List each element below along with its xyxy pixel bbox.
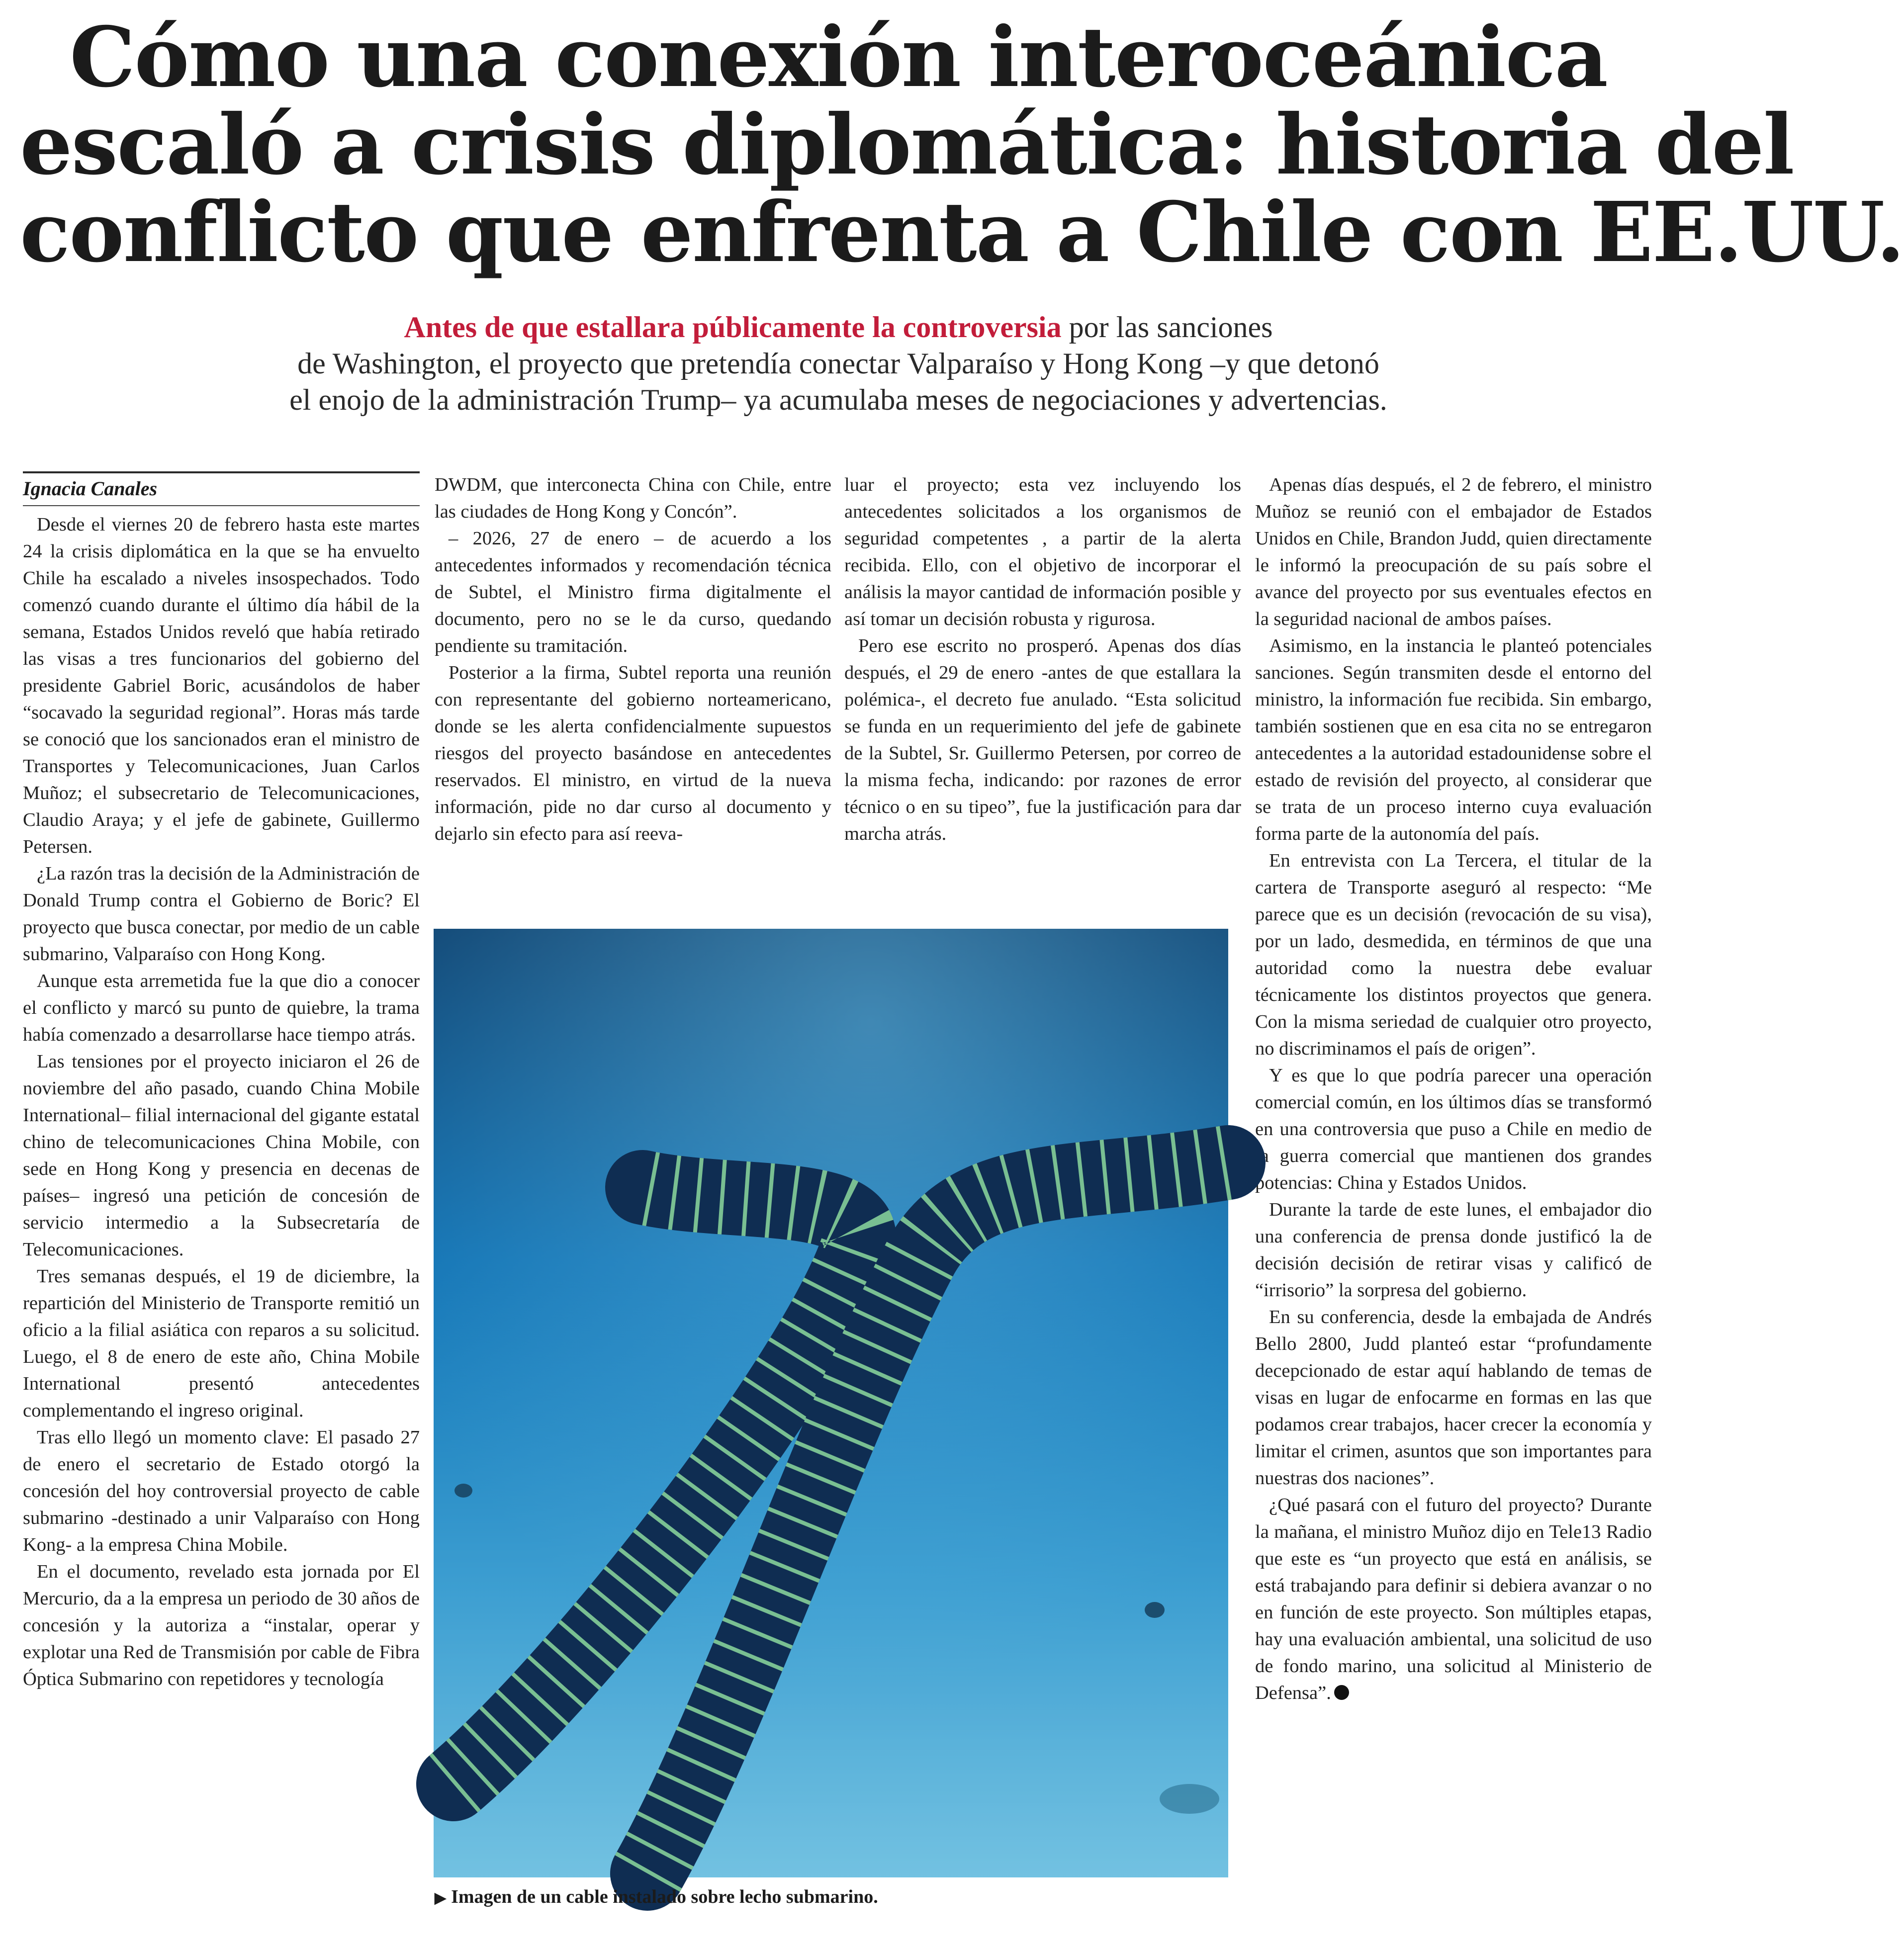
column-1 bbox=[23, 471, 420, 1692]
byline: Ignacia Canales bbox=[23, 476, 420, 506]
paragraph: Desde el viernes 20 de febrero hasta este martes 24 la crisis diplomática en la que se ha envuelto Chile ha escalado a niveles insospechados. Todo comenzó cuando durante el último día hábil de la semana, Estados Unidos reveló que había retirado las visas a tres funcionarios del gobierno del presidente Gabriel Boric, acusándolos de haber “socavado la seguridad regional”. Horas más tarde se conoció que los sancionados eran el ministro de Transportes y Telecomunicaciones, Juan Carlos Muñoz; el subsecretario de Telecomunicaciones, Claudio Araya; y el jefe de gabinete, Guillermo Petersen. bbox=[23, 514, 420, 857]
paragraph: ¿La razón tras la decisión de la Administración de Donald Trump contra el Gobierno de Boric? El proyecto que busca conectar, por medio de un cable submarino, Valparaíso con Hong Kong. bbox=[23, 863, 420, 965]
paragraph: Posterior a la firma, Subtel reporta una reunión con representante del gobierno norteamericano, donde se les alerta confidencialmente supuestos riesgos del proyecto basándose en antecedentes reservados. El ministro, en virtud de la nueva información, pide no dar curso al documento y dejarlo sin efecto para así reeva- bbox=[435, 662, 831, 844]
end-mark-icon bbox=[1334, 1685, 1349, 1700]
lead-line-2: de Washington, el proyecto que pretendía conectar Valparaíso y Hong Kong –y que detonó bbox=[297, 347, 1379, 380]
lead-paragraph bbox=[149, 309, 1528, 418]
paragraph-last bbox=[1255, 1492, 1652, 1706]
lead-line-3: el enojo de la administración Trump– ya acumulaba meses de negociaciones y advertencias. bbox=[289, 383, 1387, 416]
paragraph: – 2026, 27 de enero – de acuerdo a los antecedentes informados y recomendación técnica de Subtel, el Ministro firma digitalmente el documento, pero no se le da curso, quedando pendiente su tramitación. bbox=[435, 528, 831, 656]
headline-line-1: Cómo una conexión interoceánica bbox=[70, 9, 1607, 106]
paragraph: Las tensiones por el proyecto iniciaron el 26 de noviembre del año pasado, cuando China Mobile International– filial internacional del gigante estatal chino de telecomunicaciones China Mobile, con sede en Hong Kong y presencia en decenas de países– ingresó una petición de concesión de servicio intermedio a la Subsecretaría de Telecomunicaciones. bbox=[23, 1051, 420, 1260]
paragraph-last-text: ¿Qué pasará con el futuro del proyecto? Durante la mañana, el ministro Muñoz dijo en Tele13 Radio que este es “un proyecto que está en análisis, se está trabajando para definir si debiera avanzar o no en función de este proyecto. Son múltiples etapas, hay una evaluación ambiental, una solicitud de uso de fondo marino, una solicitud al Ministerio de Defensa”. bbox=[1255, 1495, 1652, 1703]
lead-line-1 bbox=[149, 309, 1528, 346]
paragraph: Asimismo, en la instancia le planteó potenciales sanciones. Según transmiten desde el entorno del ministro, la información fue recibida. Sin embargo, también sostienen que en esa cita no se entregaron antecedentes a la autoridad estadounidense sobre el estado de revisión del proyecto, al considerar que se trata de un proceso interno cuya evaluación forma parte de la autonomía del país. bbox=[1255, 635, 1652, 844]
paragraph: Tras ello llegó un momento clave: El pasado 27 de enero el secretario de Estado otorgó la concesión del hoy controversial proyecto de cable submarino -destinado a unir Valparaíso con Hong Kong- a la empresa China Mobile. bbox=[23, 1427, 420, 1555]
submarine-cable-illustration bbox=[434, 929, 1228, 1877]
lead-line-1-rest: por las sanciones bbox=[1061, 311, 1273, 344]
photo-caption bbox=[435, 1884, 1230, 1911]
paragraph: Aunque esta arremetida fue la que dio a conocer el conflicto y marcó su punto de quiebre, la trama había comenzado a desarrollarse hace tiempo atrás. bbox=[23, 971, 420, 1045]
paragraph: Pero ese escrito no prosperó. Apenas dos días después, el 29 de enero -antes de que estallara la polémica-, el decreto fue anulado. “Esta solicitud se funda en un requerimiento del jefe de gabinete de la Subtel, Sr. Guillermo Petersen, por correo de la misma fecha, indicando: por razones de error técnico o en su tipeo”, fue la justificación para dar marcha atrás. bbox=[844, 635, 1241, 844]
column-4 bbox=[1255, 471, 1652, 1706]
caption-arrow-icon: ▶ bbox=[435, 1890, 447, 1906]
column-3 bbox=[844, 471, 1241, 847]
paragraph: Y es que lo que podría parecer una operación comercial común, en los últimos días se transformó en una controversia que puso a Chile en medio de la guerra comercial que mantienen dos grandes potencias: China y Estados Unidos. bbox=[1255, 1065, 1652, 1193]
byline-rule bbox=[23, 471, 420, 473]
paragraph: Apenas días después, el 2 de febrero, el ministro Muñoz se reunió con el embajador de Estados Unidos en Chile, Brandon Judd, quien directamente le informó la preocupación de su país sobre el avance del proyecto por sus eventuales efectos en la seguridad nacional de ambos países. bbox=[1255, 474, 1652, 629]
paragraph: Durante la tarde de este lunes, el embajador dio una conferencia de prensa donde justificó la de decisión decisión de retirar visas y calificó de “irrisorio” la sorpresa del gobierno. bbox=[1255, 1199, 1652, 1301]
paragraph: En su conferencia, desde la embajada de Andrés Bello 2800, Judd planteó estar “profundamente decepcionado de estar aquí hablando de temas de visas en lugar de enfocarme en formas en las que podamos crear trabajos, hacer crecer la economía y limitar el crimen, asuntos que son importantes para nuestras dos naciones”. bbox=[1255, 1307, 1652, 1489]
column-2 bbox=[435, 471, 831, 847]
paragraph: luar el proyecto; esta vez incluyendo los antecedentes solicitados a los organismos de seguridad competentes , a partir de la alerta recibida. Ello, con el objetivo de incorporar el análisis la mayor cantidad de información posible y así tomar un decisión robusta y rigurosa. bbox=[844, 474, 1241, 629]
paragraph: Tres semanas después, el 19 de diciembre, la repartición del Ministerio de Transporte remitió un oficio a la filial asiática con reparos a su solicitud. Luego, el 8 de enero de este año, China Mobile International presentó antecedentes complementando el ingreso original. bbox=[23, 1266, 420, 1421]
paragraph: DWDM, que interconecta China con Chile, entre las ciudades de Hong Kong y Concón”. bbox=[435, 474, 831, 522]
lead-highlight: Antes de que estallara públicamente la controversia bbox=[404, 311, 1062, 344]
headline-line-2: escaló a crisis diplomática: historia del bbox=[20, 96, 1794, 193]
headline-line-3: conflicto que enfrenta a Chile con EE.UU. bbox=[20, 184, 1904, 281]
headline bbox=[20, 9, 1904, 281]
caption-text: Imagen de un cable instalado sobre lecho submarino. bbox=[451, 1886, 878, 1907]
paragraph: En el documento, revelado esta jornada por El Mercurio, da a la empresa un periodo de 30 años de concesión y la autoriza a “instalar, operar y explotar una Red de Transmisión por cable de Fibra Óptica Submarino con repetidores y tecnología bbox=[23, 1561, 420, 1689]
photo-submarine-cable bbox=[434, 929, 1228, 1877]
paragraph: En entrevista con La Tercera, el titular de la cartera de Transporte aseguró al respecto: “Me parece que es un decisión (revocación de su visa), por un lado, desmedida, en términos de que una autoridad como la nuestra debe evaluar técnicamente los distintos proyectos que genera. Con la misma seriedad de cualquier otro proyecto, no discriminamos el país de origen”. bbox=[1255, 850, 1652, 1059]
